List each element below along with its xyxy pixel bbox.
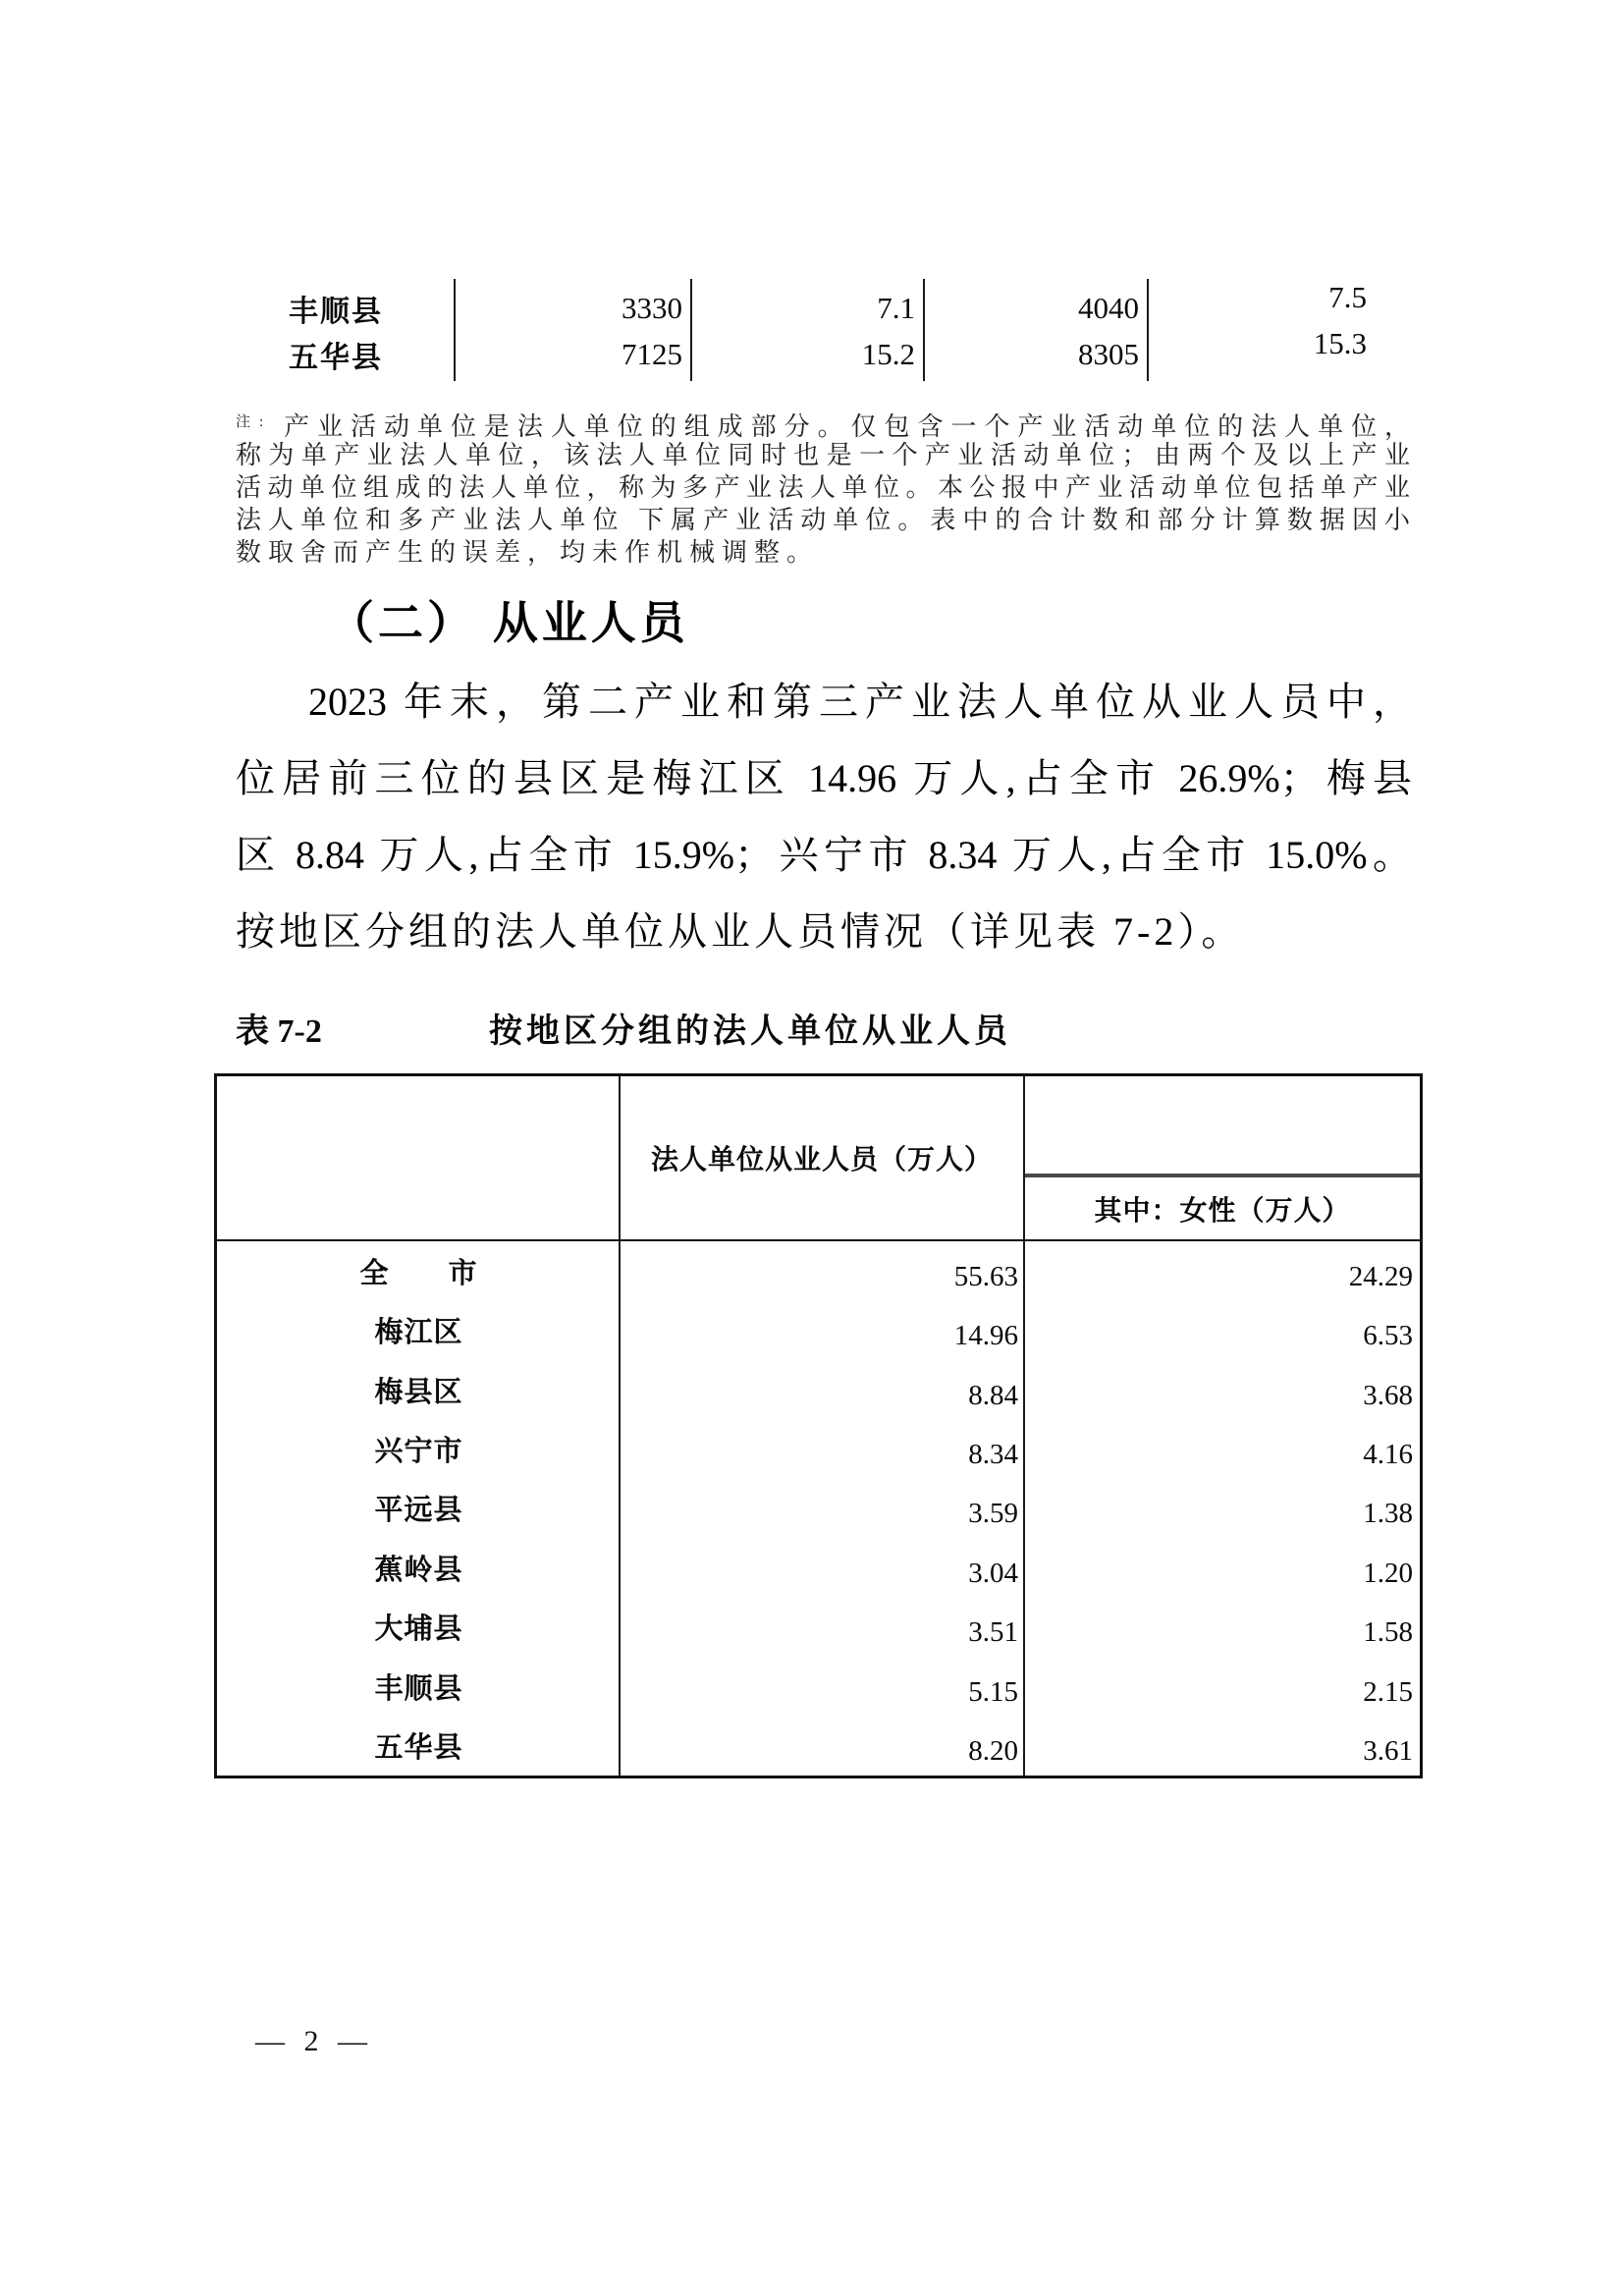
footnote-line: [236, 407, 1410, 439]
column-header-female: 其中：女性（万人）: [1094, 1195, 1351, 1227]
region-cell: 全 市: [359, 1257, 478, 1289]
table-body: [217, 1241, 1420, 1776]
table-row: [218, 325, 1428, 377]
table-row: [217, 1598, 1420, 1657]
table-header: [217, 1076, 1420, 1241]
value-cell: 8305: [1078, 336, 1139, 371]
female-cell: 1.38: [1363, 1498, 1413, 1530]
table-caption-title: 按地区分组的法人单位从业人员: [489, 1013, 1011, 1050]
fragment-column-divider: [454, 279, 456, 381]
employees-cell: 3.51: [968, 1616, 1018, 1649]
table-caption-label: 表 7-2: [236, 1013, 322, 1050]
table-row: [218, 279, 1428, 331]
footnote-text: 产业活动单位是法人单位的组成部分。仅包含一个产业活动单位的法人单位，: [276, 412, 1410, 441]
region-cell: 大埔县: [374, 1613, 463, 1646]
female-cell: 24.29: [1348, 1260, 1413, 1292]
footnote: [236, 407, 1410, 569]
region-cell: 五华县: [374, 1732, 463, 1765]
paragraph-line: 位居前三位的县区是梅江区 14.96 万人,占全市 26.9%；梅县: [236, 756, 1412, 800]
table-row: [217, 1717, 1420, 1776]
region-cell: 丰顺县: [289, 295, 383, 328]
female-cell: 1.20: [1363, 1557, 1413, 1589]
table-row: [217, 1657, 1420, 1716]
footnote-line: 法人单位和多产业法人单位 下属产业活动单位。表中的合计数和部分计算数据因小: [236, 506, 1410, 534]
footnote-line: 数取舍而产生的误差，均未作机械调整。: [236, 538, 820, 567]
value-cell: 3330: [622, 290, 682, 325]
footnote-line: 称为单产业法人单位，该法人单位同时也是一个产业活动单位；由两个及以上产业: [236, 441, 1410, 469]
table-row: [217, 1419, 1420, 1478]
region-cell: 平远县: [374, 1495, 463, 1527]
fragment-column-divider: [923, 279, 925, 381]
paragraph-line: 按地区分组的法人单位从业人员情况（详见表 7-2）。: [236, 909, 1245, 954]
table-row: [217, 1360, 1420, 1419]
footnote-line: 活动单位组成的法人单位，称为多产业法人单位。本公报中产业活动单位包括单产业: [236, 473, 1410, 502]
value-cell: 7.1: [877, 290, 915, 325]
footnote-marker: 注:: [236, 414, 265, 430]
table-caption: [236, 1004, 1424, 1050]
section-heading: （二） 从业人员: [329, 597, 689, 648]
region-cell: 梅县区: [374, 1376, 463, 1408]
value-cell: 15.2: [861, 336, 915, 371]
female-cell: 2.15: [1363, 1675, 1413, 1708]
fragment-column-divider: [690, 279, 692, 381]
employees-cell: 55.63: [953, 1260, 1018, 1292]
region-cell: 蕉岭县: [374, 1554, 463, 1586]
value-cell: 4040: [1078, 290, 1139, 325]
body-paragraph: [236, 664, 1412, 970]
employees-cell: 8.20: [968, 1735, 1018, 1768]
female-cell: 3.61: [1363, 1735, 1413, 1768]
employees-cell: 8.34: [968, 1439, 1018, 1471]
female-cell: 3.68: [1363, 1379, 1413, 1411]
employees-cell: 14.96: [953, 1320, 1018, 1352]
region-cell: 丰顺县: [374, 1672, 463, 1705]
female-cell: 4.16: [1363, 1439, 1413, 1471]
table-row: [217, 1538, 1420, 1597]
value-cell: 15.3: [1313, 325, 1367, 360]
region-cell: 梅江区: [374, 1317, 463, 1349]
table-row: [217, 1479, 1420, 1538]
region-cell: 五华县: [289, 341, 383, 374]
table-row: [217, 1241, 1420, 1300]
paragraph-line: 2023 年末，第二产业和第三产业法人单位从业人员中，: [308, 680, 1412, 724]
page-number: — 2 —: [255, 2025, 373, 2057]
previous-table-fragment: [218, 279, 1428, 381]
employees-cell: 3.04: [968, 1557, 1018, 1589]
column-header-employees: 法人单位从业人员（万人）: [650, 1145, 993, 1175]
female-cell: 6.53: [1363, 1320, 1413, 1352]
value-cell: 7.5: [1328, 279, 1367, 314]
region-cell: 兴宁市: [374, 1436, 463, 1468]
employees-cell: 8.84: [968, 1379, 1018, 1411]
employees-table: [214, 1073, 1423, 1778]
paragraph-line: 区 8.84 万人,占全市 15.9%；兴宁市 8.34 万人,占全市 15.0%。: [236, 833, 1412, 877]
value-cell: 7125: [622, 336, 682, 371]
employees-cell: 5.15: [968, 1675, 1018, 1708]
employees-cell: 3.59: [968, 1498, 1018, 1530]
table-row: [217, 1300, 1420, 1359]
female-cell: 1.58: [1363, 1616, 1413, 1649]
